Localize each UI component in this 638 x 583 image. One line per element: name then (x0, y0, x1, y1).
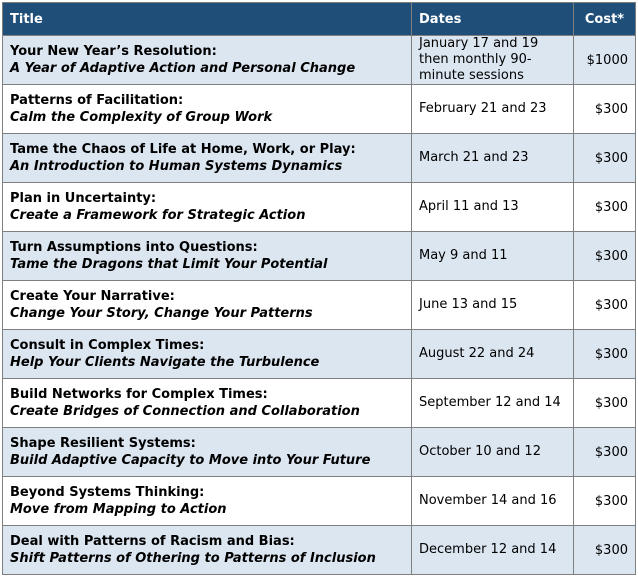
course-subtitle: Move from Mapping to Action (10, 502, 227, 517)
course-dates: June 13 and 15 (412, 281, 574, 330)
course-cost: $300 (574, 428, 636, 477)
course-cost: $1000 (574, 36, 636, 85)
course-title-cell (3, 428, 412, 477)
course-title-cell (3, 526, 412, 575)
table-row (3, 134, 636, 183)
course-cost: $300 (574, 281, 636, 330)
course-title: Tame the Chaos of Life at Home, Work, or Play: (10, 142, 356, 157)
course-cost: $300 (574, 85, 636, 134)
header-row (3, 3, 636, 36)
course-cost: $300 (574, 379, 636, 428)
course-title: Turn Assumptions into Questions: (10, 240, 258, 255)
course-title: Patterns of Facilitation: (10, 93, 184, 108)
course-subtitle: A Year of Adaptive Action and Personal Change (10, 61, 356, 76)
table-row (3, 526, 636, 575)
course-subtitle: Help Your Clients Navigate the Turbulence (10, 355, 320, 370)
course-cost: $300 (574, 183, 636, 232)
table-body (3, 36, 636, 575)
header-dates: Dates (412, 3, 574, 36)
course-subtitle: Calm the Complexity of Group Work (10, 110, 273, 125)
course-dates: March 21 and 23 (412, 134, 574, 183)
course-title: Shape Resilient Systems: (10, 436, 196, 451)
table-row (3, 183, 636, 232)
course-cost: $300 (574, 477, 636, 526)
course-title-cell (3, 330, 412, 379)
course-title: Beyond Systems Thinking: (10, 485, 205, 500)
table-row (3, 232, 636, 281)
course-schedule-table (2, 2, 636, 575)
course-dates: February 21 and 23 (412, 85, 574, 134)
table-row (3, 428, 636, 477)
course-title-cell (3, 183, 412, 232)
course-title-cell (3, 134, 412, 183)
course-subtitle: Create Bridges of Connection and Collaboration (10, 404, 360, 419)
course-title-cell (3, 379, 412, 428)
course-cost: $300 (574, 330, 636, 379)
table-row (3, 85, 636, 134)
course-dates: April 11 and 13 (412, 183, 574, 232)
table-row (3, 379, 636, 428)
course-cost: $300 (574, 526, 636, 575)
course-title-cell (3, 232, 412, 281)
course-subtitle: Create a Framework for Strategic Action (10, 208, 306, 223)
course-dates: September 12 and 14 (412, 379, 574, 428)
course-title-cell (3, 36, 412, 85)
course-cost: $300 (574, 134, 636, 183)
course-subtitle: An Introduction to Human Systems Dynamics (10, 159, 343, 174)
table-row (3, 330, 636, 379)
table-row (3, 36, 636, 85)
course-dates: January 17 and 19 then monthly 90-minute sessions (412, 36, 574, 85)
table-header (3, 3, 636, 36)
header-cost: Cost* (574, 3, 636, 36)
course-title: Build Networks for Complex Times: (10, 387, 268, 402)
course-subtitle: Build Adaptive Capacity to Move into Your Future (10, 453, 371, 468)
course-title-cell (3, 85, 412, 134)
table-row (3, 281, 636, 330)
course-dates: October 10 and 12 (412, 428, 574, 477)
course-dates: November 14 and 16 (412, 477, 574, 526)
course-dates: August 22 and 24 (412, 330, 574, 379)
table-row (3, 477, 636, 526)
course-title: Plan in Uncertainty: (10, 191, 157, 206)
course-title: Your New Year’s Resolution: (10, 44, 217, 59)
course-subtitle: Tame the Dragons that Limit Your Potential (10, 257, 328, 272)
course-title: Create Your Narrative: (10, 289, 175, 304)
course-dates: May 9 and 11 (412, 232, 574, 281)
course-title-cell (3, 281, 412, 330)
course-title-cell (3, 477, 412, 526)
course-title: Consult in Complex Times: (10, 338, 205, 353)
course-dates: December 12 and 14 (412, 526, 574, 575)
course-subtitle: Change Your Story, Change Your Patterns (10, 306, 313, 321)
course-title: Deal with Patterns of Racism and Bias: (10, 534, 295, 549)
course-subtitle: Shift Patterns of Othering to Patterns of Inclusion (10, 551, 376, 566)
course-cost: $300 (574, 232, 636, 281)
header-title: Title (3, 3, 412, 36)
